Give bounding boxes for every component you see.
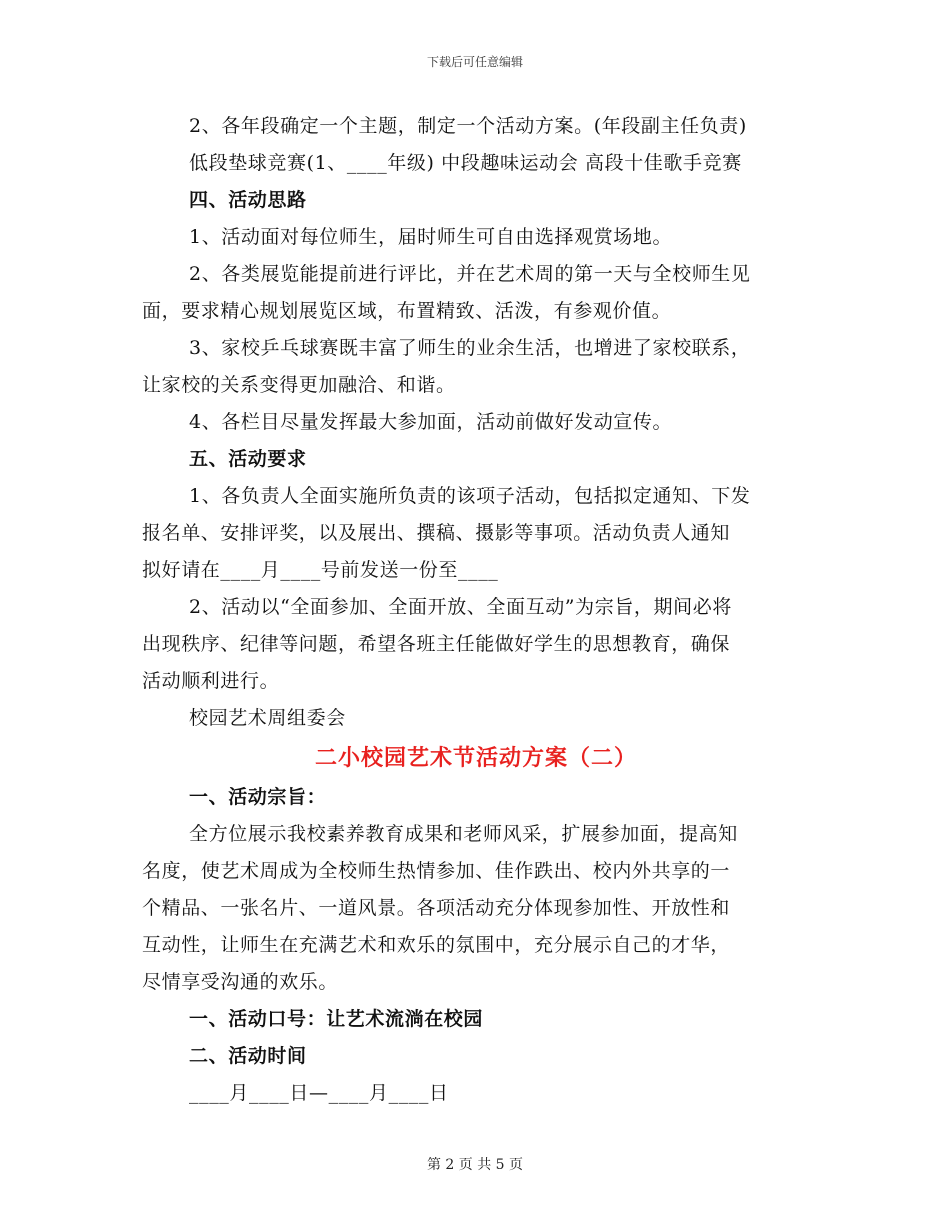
document-part-one (142, 108, 810, 737)
section-heading: 一、活动口号：让艺术流淌在校园 (189, 1008, 484, 1030)
paragraph-line: 4、各栏目尽量发挥最大参加面，活动前做好发动宣传。 (189, 411, 673, 433)
paragraph-line: 1、各负责人全面实施所负责的该项子活动，包括拟定通知、下发 (189, 485, 751, 507)
paragraph-line: 互动性，让师生在充满艺术和欢乐的氛围中，充分展示自己的才华， (142, 934, 731, 956)
document-part-two (142, 779, 810, 1112)
paragraph-line: 个精品、一张名片、一道风景。各项活动充分体现参加性、开放性和 (142, 897, 731, 919)
paragraph-line: 校园艺术周组委会 (189, 707, 346, 729)
paragraph-line: 全方位展示我校素养教育成果和老师风采，扩展参加面，提高知 (189, 823, 738, 845)
paragraph-line: 2、各类展览能提前进行评比，并在艺术周的第一天与全校师生见 (189, 263, 751, 285)
section-heading: 五、活动要求 (189, 448, 307, 470)
paragraph-line: 拟好请在____月____号前发送一份至____ (142, 559, 499, 581)
section-heading: 一、活动宗旨： (189, 786, 327, 808)
document-body (142, 108, 810, 1112)
paragraph-line: 面，要求精心规划展览区域，布置精致、活泼，有参观价值。 (142, 300, 672, 322)
page-footer-number: 第 2 页 共 5 页 (426, 1157, 524, 1173)
paragraph-line: 活动顺利进行。 (142, 670, 280, 692)
paragraph-line: 1、活动面对每位师生，届时师生可自由选择观赏场地。 (189, 226, 673, 248)
paragraph-line: 2、各年段确定一个主题，制定一个活动方案。(年段副主任负责) (189, 115, 747, 137)
paragraph-line: 低段垫球竞赛(1、____年级) 中段趣味运动会 高段十佳歌手竞赛 (189, 152, 742, 174)
paragraph-line: ____月____日—____月____日 (189, 1082, 449, 1104)
paragraph-line: 出现秩序、纪律等问题，希望各班主任能做好学生的思想教育，确保 (142, 633, 731, 655)
paragraph-line: 名度，使艺术周成为全校师生热情参加、佳作跌出、校内外共享的一 (142, 860, 731, 882)
section-title: 二小校园艺术节活动方案（二） (314, 745, 637, 771)
page-header-note: 下载后可任意编辑 (426, 55, 523, 69)
paragraph-line: 3、家校乒乓球赛既丰富了师生的业余生活，也增进了家校联系， (189, 337, 751, 359)
paragraph-line: 让家校的关系变得更加融洽、和谐。 (142, 374, 456, 396)
section-heading: 四、活动思路 (189, 189, 307, 211)
paragraph-line: 2、活动以“全面参加、全面开放、全面互动”为宗旨，期间必将 (189, 596, 732, 618)
paragraph-line: 报名单、安排评奖，以及展出、撰稿、摄影等事项。活动负责人通知 (142, 522, 731, 544)
paragraph-line: 尽情享受沟通的欢乐。 (142, 971, 339, 993)
section-heading: 二、活动时间 (189, 1045, 307, 1067)
